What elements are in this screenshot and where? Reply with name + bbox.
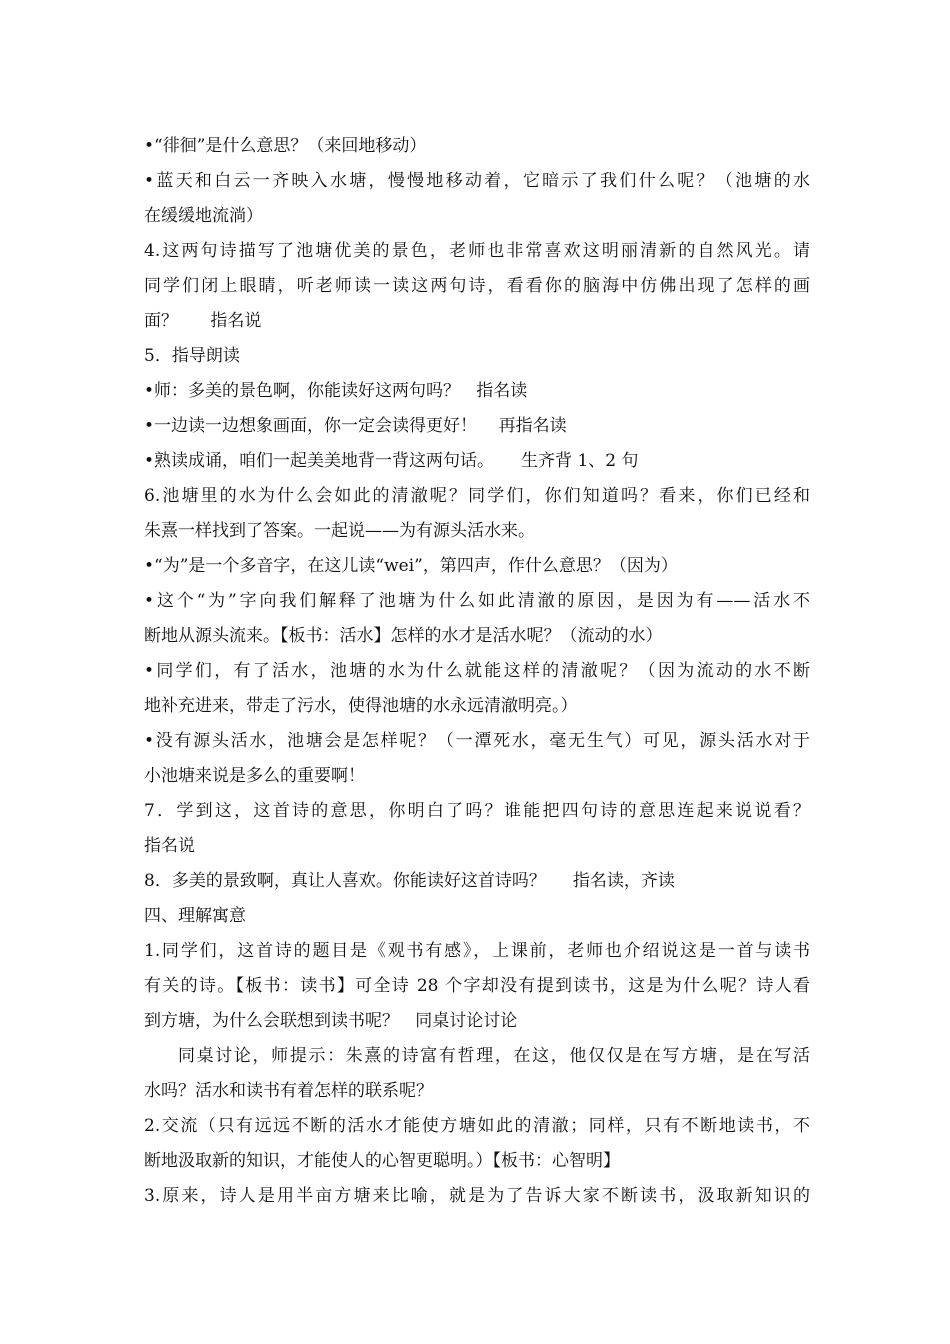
text-line: 同桌讨论，师提示：朱熹的诗富有哲理，在这，他仅仅是在写方塘，是在写活 (178, 1046, 810, 1066)
section-heading: 四、理解寓意 (144, 906, 246, 926)
text-line: 断地汲取新的知识，才能使人的心智更聪明。）【板书：心智明】 (144, 1151, 620, 1171)
text-line: 3.原来，诗人是用半亩方塘来比喻，就是为了告诉大家不断读书，汲取新知识的 (144, 1186, 810, 1206)
text-line: 地补充进来，带走了污水，使得池塘的水永远清澈明亮。） (144, 696, 578, 716)
lesson-plan-text (144, 129, 810, 1214)
text-line: 指名说 (144, 836, 195, 856)
text-line: 水吗？活水和读书有着怎样的联系呢？ (144, 1081, 433, 1101)
text-line: 同学们闭上眼睛，听老师读一读这两句诗，看看你的脑海中仿佛出现了怎样的画 (144, 276, 810, 296)
text-line: 朱熹一样找到了答案。一起说——为有源头活水来。 (144, 521, 535, 541)
section-heading: 5．指导朗读 (144, 346, 240, 366)
text-line: 断地从源头流来。【板书：活水】怎样的水才是活水呢？（流动的水） (144, 626, 663, 646)
text-line: •没有源头活水，池塘会是怎样呢？（一潭死水，毫无生气）可见，源头活水对于 (144, 731, 810, 751)
text-line: •熟读成诵，咱们一起美美地背一背这两句话。 生齐背 1、2 句 (144, 451, 639, 471)
text-line: •“为”是一个多音字，在这儿读“wei”，第四声，作什么意思？（因为） (144, 556, 678, 576)
text-line: 7．学到这，这首诗的意思，你明白了吗？谁能把四句诗的意思连起来说说看？ (144, 801, 810, 821)
text-line: 8．多美的景致啊，真让人喜欢。你能读好这首诗吗？ 指名读，齐读 (144, 871, 675, 891)
text-line: •一边读一边想象画面，你一定会读得更好！ 再指名读 (144, 416, 567, 436)
text-line: 面？ 指名说 (144, 311, 262, 331)
text-line: 有关的诗。【板书：读书】可全诗 28 个字却没有提到读书，这是为什么呢？诗人看 (144, 976, 810, 996)
text-line: 4.这两句诗描写了池塘优美的景色，老师也非常喜欢这明丽清新的自然风光。请 (144, 241, 810, 261)
text-line: •蓝天和白云一齐映入水塘，慢慢地移动着，它暗示了我们什么呢？（池塘的水 (144, 171, 810, 191)
text-line: 小池塘来说是多么的重要啊！ (144, 766, 365, 786)
text-line: 6.池塘里的水为什么会如此的清澈呢？同学们，你们知道吗？看来，你们已经和 (144, 486, 810, 506)
text-line: 在缓缓地流淌） (144, 206, 263, 226)
text-line: 2.交流（只有远远不断的活水才能使方塘如此的清澈；同样，只有不断地读书，不 (144, 1116, 810, 1136)
text-line: 1.同学们，这首诗的题目是《观书有感》，上课前，老师也介绍说这是一首与读书 (144, 941, 810, 961)
text-line: •这个“为”字向我们解释了池塘为什么如此清澈的原因，是因为有——活水不 (144, 591, 810, 611)
text-line: •师：多美的景色啊，你能读好这两句吗？ 指名读 (144, 381, 528, 401)
text-line: •同学们，有了活水，池塘的水为什么就能这样的清澈呢？（因为流动的水不断 (144, 661, 810, 681)
text-line: •“徘徊”是什么意思？（来回地移动） (144, 136, 427, 156)
text-line: 到方塘，为什么会联想到读书呢？ 同桌讨论讨论 (144, 1011, 518, 1031)
